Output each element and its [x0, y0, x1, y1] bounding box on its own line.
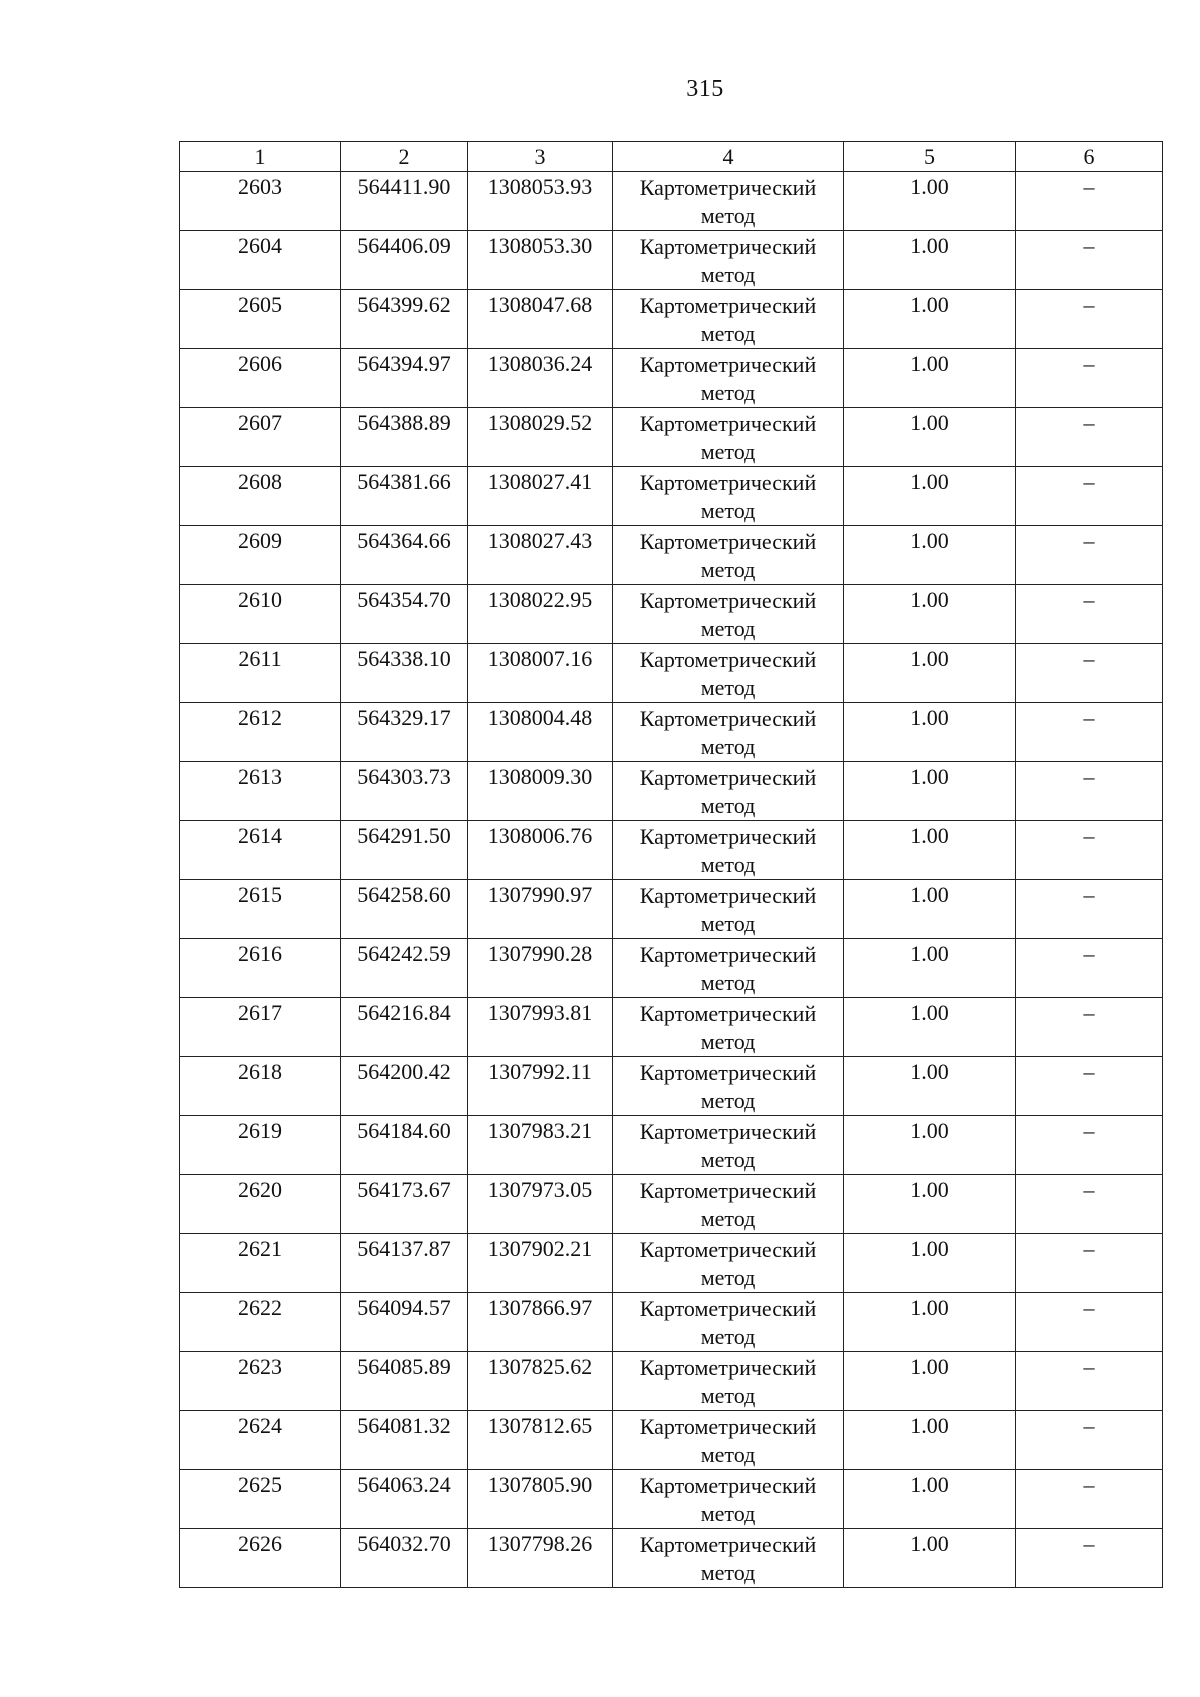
table-row: [180, 290, 1163, 349]
header-row: [180, 142, 1163, 172]
table-row: [180, 1116, 1163, 1175]
point-number-cell: 2611: [180, 644, 341, 703]
note-cell: –: [1016, 231, 1163, 290]
x-coordinate-cell: 564184.60: [341, 1116, 468, 1175]
point-number-cell: 2615: [180, 880, 341, 939]
x-coordinate-cell: 564406.09: [341, 231, 468, 290]
y-coordinate-cell: 1308053.30: [468, 231, 613, 290]
table-body: [180, 172, 1163, 1588]
x-coordinate-cell: 564303.73: [341, 762, 468, 821]
method-cell: Картометрический метод: [613, 998, 844, 1057]
x-coordinate-cell: 564094.57: [341, 1293, 468, 1352]
y-coordinate-cell: 1307973.05: [468, 1175, 613, 1234]
accuracy-cell: 1.00: [844, 880, 1016, 939]
method-cell: Картометрический метод: [613, 703, 844, 762]
note-cell: –: [1016, 408, 1163, 467]
note-cell: –: [1016, 290, 1163, 349]
table-row: [180, 467, 1163, 526]
point-number-cell: 2610: [180, 585, 341, 644]
y-coordinate-cell: 1308022.95: [468, 585, 613, 644]
note-cell: –: [1016, 1529, 1163, 1588]
header-cell-6: 6: [1016, 142, 1163, 172]
page-number: 315: [686, 76, 724, 102]
y-coordinate-cell: 1308029.52: [468, 408, 613, 467]
table-row: [180, 1529, 1163, 1588]
method-cell: Картометрический метод: [613, 1352, 844, 1411]
table-row: [180, 644, 1163, 703]
point-number-cell: 2605: [180, 290, 341, 349]
point-number-cell: 2624: [180, 1411, 341, 1470]
accuracy-cell: 1.00: [844, 1411, 1016, 1470]
table-row: [180, 526, 1163, 585]
x-coordinate-cell: 564411.90: [341, 172, 468, 231]
x-coordinate-cell: 564388.89: [341, 408, 468, 467]
point-number-cell: 2622: [180, 1293, 341, 1352]
note-cell: –: [1016, 1411, 1163, 1470]
table-row: [180, 939, 1163, 998]
accuracy-cell: 1.00: [844, 526, 1016, 585]
table-row: [180, 349, 1163, 408]
header-cell-5: 5: [844, 142, 1016, 172]
y-coordinate-cell: 1307992.11: [468, 1057, 613, 1116]
method-cell: Картометрический метод: [613, 1470, 844, 1529]
x-coordinate-cell: 564258.60: [341, 880, 468, 939]
method-cell: Картометрический метод: [613, 939, 844, 998]
accuracy-cell: 1.00: [844, 1175, 1016, 1234]
method-cell: Картометрический метод: [613, 231, 844, 290]
point-number-cell: 2619: [180, 1116, 341, 1175]
header-cell-1: 1: [180, 142, 341, 172]
x-coordinate-cell: 564032.70: [341, 1529, 468, 1588]
x-coordinate-cell: 564085.89: [341, 1352, 468, 1411]
y-coordinate-cell: 1308009.30: [468, 762, 613, 821]
accuracy-cell: 1.00: [844, 467, 1016, 526]
table-row: [180, 703, 1163, 762]
method-cell: Картометрический метод: [613, 1529, 844, 1588]
accuracy-cell: 1.00: [844, 998, 1016, 1057]
method-cell: Картометрический метод: [613, 349, 844, 408]
x-coordinate-cell: 564137.87: [341, 1234, 468, 1293]
x-coordinate-cell: 564329.17: [341, 703, 468, 762]
accuracy-cell: 1.00: [844, 1529, 1016, 1588]
x-coordinate-cell: 564394.97: [341, 349, 468, 408]
y-coordinate-cell: 1307983.21: [468, 1116, 613, 1175]
point-number-cell: 2607: [180, 408, 341, 467]
accuracy-cell: 1.00: [844, 172, 1016, 231]
header-cell-2: 2: [341, 142, 468, 172]
table-row: [180, 408, 1163, 467]
note-cell: –: [1016, 939, 1163, 998]
x-coordinate-cell: 564364.66: [341, 526, 468, 585]
method-cell: Картометрический метод: [613, 880, 844, 939]
table-row: [180, 1057, 1163, 1116]
point-number-cell: 2604: [180, 231, 341, 290]
x-coordinate-cell: 564063.24: [341, 1470, 468, 1529]
header-cell-3: 3: [468, 142, 613, 172]
x-coordinate-cell: 564200.42: [341, 1057, 468, 1116]
x-coordinate-cell: 564399.62: [341, 290, 468, 349]
note-cell: –: [1016, 880, 1163, 939]
method-cell: Картометрический метод: [613, 467, 844, 526]
point-number-cell: 2620: [180, 1175, 341, 1234]
accuracy-cell: 1.00: [844, 408, 1016, 467]
method-cell: Картометрический метод: [613, 585, 844, 644]
point-number-cell: 2603: [180, 172, 341, 231]
point-number-cell: 2617: [180, 998, 341, 1057]
point-number-cell: 2614: [180, 821, 341, 880]
table-header: [180, 142, 1163, 172]
note-cell: –: [1016, 998, 1163, 1057]
point-number-cell: 2625: [180, 1470, 341, 1529]
accuracy-cell: 1.00: [844, 821, 1016, 880]
table-row: [180, 762, 1163, 821]
header-cell-4: 4: [613, 142, 844, 172]
note-cell: –: [1016, 467, 1163, 526]
y-coordinate-cell: 1308027.41: [468, 467, 613, 526]
accuracy-cell: 1.00: [844, 939, 1016, 998]
y-coordinate-cell: 1307825.62: [468, 1352, 613, 1411]
y-coordinate-cell: 1307993.81: [468, 998, 613, 1057]
point-number-cell: 2616: [180, 939, 341, 998]
table-row: [180, 1293, 1163, 1352]
x-coordinate-cell: 564081.32: [341, 1411, 468, 1470]
accuracy-cell: 1.00: [844, 585, 1016, 644]
method-cell: Картометрический метод: [613, 526, 844, 585]
note-cell: –: [1016, 526, 1163, 585]
note-cell: –: [1016, 644, 1163, 703]
accuracy-cell: 1.00: [844, 1293, 1016, 1352]
x-coordinate-cell: 564173.67: [341, 1175, 468, 1234]
y-coordinate-cell: 1308027.43: [468, 526, 613, 585]
y-coordinate-cell: 1308006.76: [468, 821, 613, 880]
x-coordinate-cell: 564381.66: [341, 467, 468, 526]
note-cell: –: [1016, 1234, 1163, 1293]
y-coordinate-cell: 1308004.48: [468, 703, 613, 762]
point-number-cell: 2612: [180, 703, 341, 762]
point-number-cell: 2623: [180, 1352, 341, 1411]
y-coordinate-cell: 1307805.90: [468, 1470, 613, 1529]
method-cell: Картометрический метод: [613, 408, 844, 467]
x-coordinate-cell: 564291.50: [341, 821, 468, 880]
y-coordinate-cell: 1308047.68: [468, 290, 613, 349]
note-cell: –: [1016, 1470, 1163, 1529]
note-cell: –: [1016, 821, 1163, 880]
note-cell: –: [1016, 703, 1163, 762]
method-cell: Картометрический метод: [613, 1057, 844, 1116]
accuracy-cell: 1.00: [844, 1234, 1016, 1293]
note-cell: –: [1016, 1293, 1163, 1352]
x-coordinate-cell: 564338.10: [341, 644, 468, 703]
note-cell: –: [1016, 1116, 1163, 1175]
point-number-cell: 2608: [180, 467, 341, 526]
accuracy-cell: 1.00: [844, 1470, 1016, 1529]
accuracy-cell: 1.00: [844, 290, 1016, 349]
method-cell: Картометрический метод: [613, 644, 844, 703]
accuracy-cell: 1.00: [844, 1352, 1016, 1411]
note-cell: –: [1016, 1352, 1163, 1411]
table-row: [180, 231, 1163, 290]
point-number-cell: 2618: [180, 1057, 341, 1116]
accuracy-cell: 1.00: [844, 349, 1016, 408]
y-coordinate-cell: 1307990.28: [468, 939, 613, 998]
table-row: [180, 1234, 1163, 1293]
note-cell: –: [1016, 349, 1163, 408]
method-cell: Картометрический метод: [613, 172, 844, 231]
point-number-cell: 2621: [180, 1234, 341, 1293]
y-coordinate-cell: 1307798.26: [468, 1529, 613, 1588]
accuracy-cell: 1.00: [844, 762, 1016, 821]
y-coordinate-cell: 1307812.65: [468, 1411, 613, 1470]
method-cell: Картометрический метод: [613, 290, 844, 349]
note-cell: –: [1016, 1175, 1163, 1234]
method-cell: Картометрический метод: [613, 821, 844, 880]
y-coordinate-cell: 1307902.21: [468, 1234, 613, 1293]
point-number-cell: 2613: [180, 762, 341, 821]
point-number-cell: 2609: [180, 526, 341, 585]
accuracy-cell: 1.00: [844, 1116, 1016, 1175]
note-cell: –: [1016, 172, 1163, 231]
table-row: [180, 172, 1163, 231]
method-cell: Картометрический метод: [613, 1411, 844, 1470]
note-cell: –: [1016, 762, 1163, 821]
table-row: [180, 1411, 1163, 1470]
accuracy-cell: 1.00: [844, 231, 1016, 290]
note-cell: –: [1016, 585, 1163, 644]
table-row: [180, 998, 1163, 1057]
method-cell: Картометрический метод: [613, 1175, 844, 1234]
point-number-cell: 2626: [180, 1529, 341, 1588]
point-number-cell: 2606: [180, 349, 341, 408]
x-coordinate-cell: 564242.59: [341, 939, 468, 998]
y-coordinate-cell: 1307866.97: [468, 1293, 613, 1352]
method-cell: Картометрический метод: [613, 1116, 844, 1175]
x-coordinate-cell: 564354.70: [341, 585, 468, 644]
note-cell: –: [1016, 1057, 1163, 1116]
table-row: [180, 1352, 1163, 1411]
accuracy-cell: 1.00: [844, 644, 1016, 703]
coordinates-table: [179, 141, 1163, 1588]
table-row: [180, 1175, 1163, 1234]
method-cell: Картометрический метод: [613, 762, 844, 821]
y-coordinate-cell: 1307990.97: [468, 880, 613, 939]
y-coordinate-cell: 1308036.24: [468, 349, 613, 408]
table-row: [180, 585, 1163, 644]
table-row: [180, 821, 1163, 880]
table-row: [180, 1470, 1163, 1529]
method-cell: Картометрический метод: [613, 1234, 844, 1293]
table-row: [180, 880, 1163, 939]
method-cell: Картометрический метод: [613, 1293, 844, 1352]
y-coordinate-cell: 1308007.16: [468, 644, 613, 703]
accuracy-cell: 1.00: [844, 703, 1016, 762]
y-coordinate-cell: 1308053.93: [468, 172, 613, 231]
accuracy-cell: 1.00: [844, 1057, 1016, 1116]
x-coordinate-cell: 564216.84: [341, 998, 468, 1057]
